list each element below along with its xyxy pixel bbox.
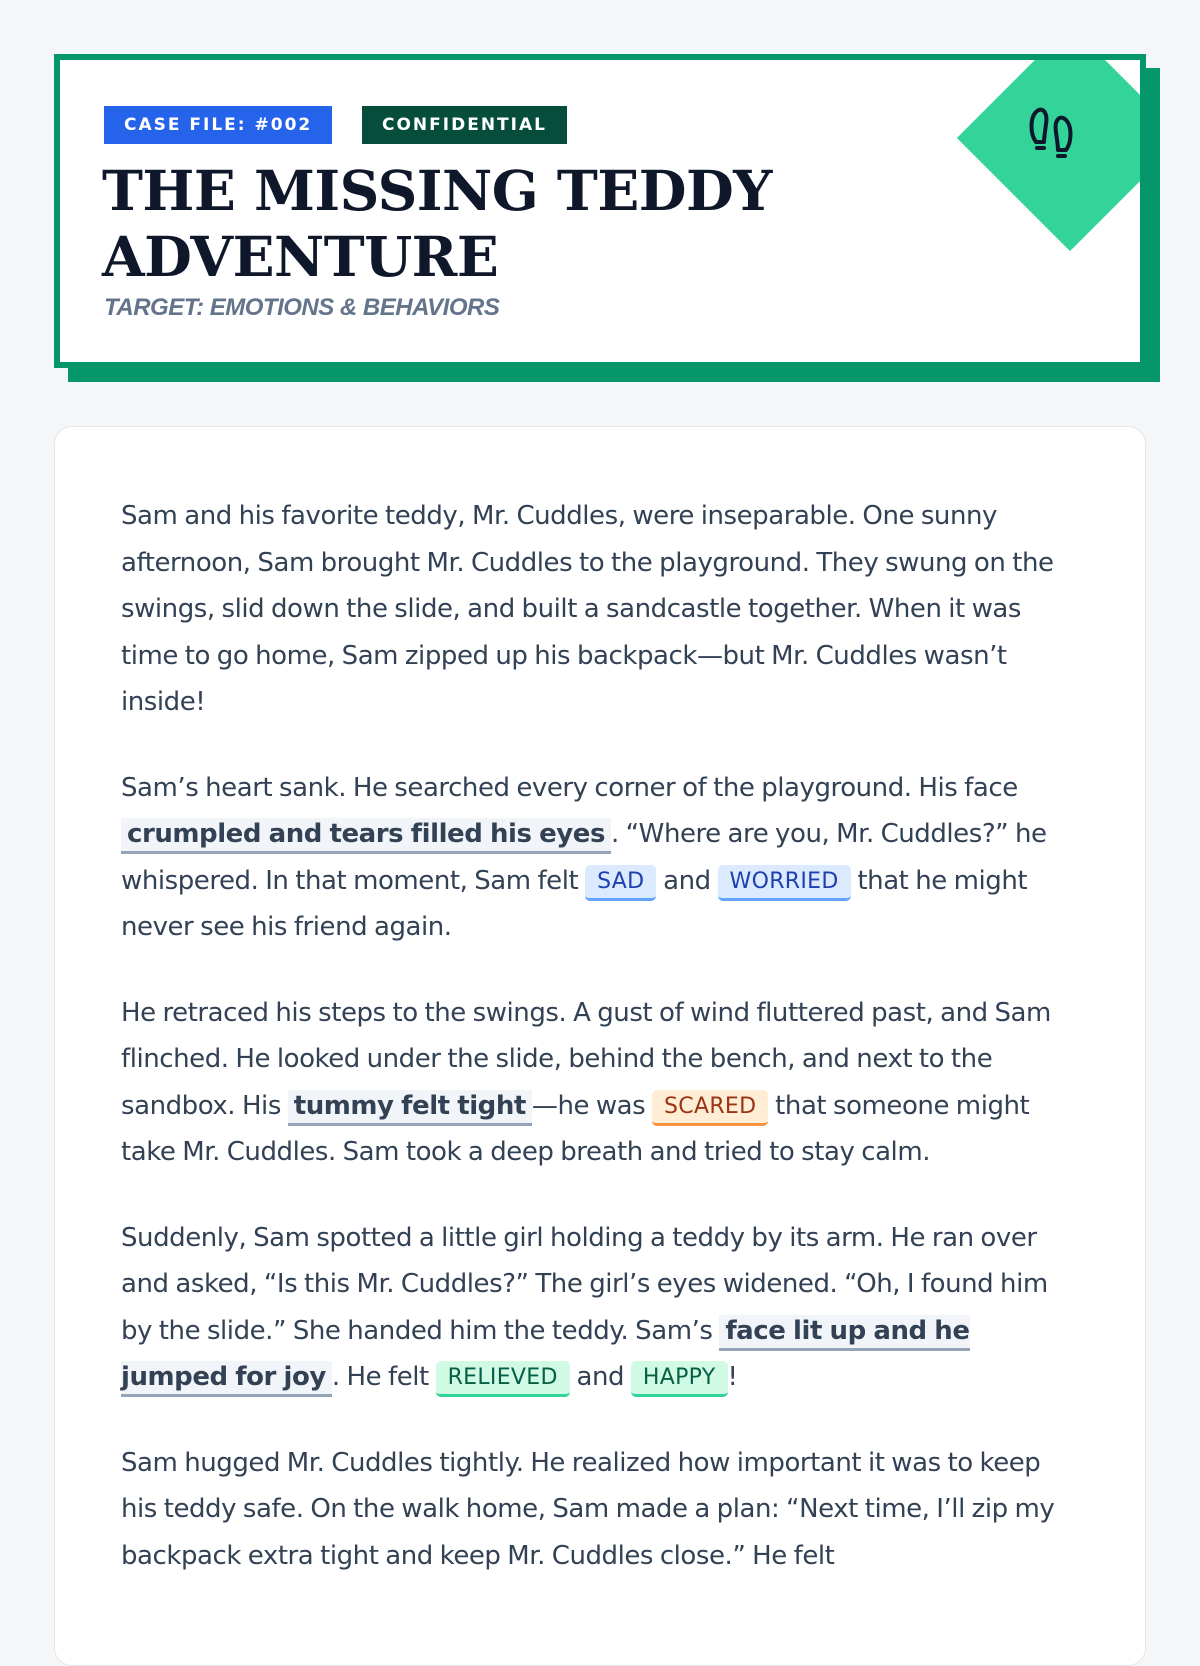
story-text: He retraced his steps to the swings. A gust of wind fluttered past, and Sam flinched. He looked under the slide, behind the bench, and next to the sandbox. His — [121, 997, 1051, 1121]
case-file-header — [54, 54, 1146, 368]
page-subtitle: TARGET: EMOTIONS & BEHAVIORS — [104, 294, 500, 321]
story-paragraph-1: Sam and his favorite teddy, Mr. Cuddles, were inseparable. One sunny afternoon, Sam brought Mr. Cuddles to the playground. They swung on the swings, slid down the slide, and built a sandcastle together. When it was time to go home, Sam zipped up his backpack—but Mr. Cuddles wasn’t inside! — [121, 501, 1054, 717]
story-text: and — [569, 1362, 631, 1392]
story-text: Suddenly, Sam spotted a little girl holding a teddy by its arm. He ran over and asked, “Is this Mr. Cuddles?” The girl’s eyes widened. “Oh, I found him by the slide.” She handed him the teddy. Sam’s — [121, 1222, 1048, 1346]
emotion-tag-scared: SCARED — [652, 1090, 768, 1126]
page-title: THE MISSING TEDDY ADVENTURE — [102, 158, 772, 289]
story-text: . He felt — [331, 1362, 436, 1392]
emotion-tag-worried: WORRIED — [718, 865, 851, 901]
story-paragraph-4 — [121, 1215, 1081, 1401]
story-paragraph-3 — [121, 990, 1081, 1176]
behavior-phrase: face lit up and he jumped for joy — [121, 1315, 970, 1398]
story-text: and — [656, 865, 718, 896]
story-card — [54, 426, 1146, 1666]
story-text: that he might never see his friend again. — [121, 865, 1028, 942]
emotion-tag-relieved: RELIEVED — [436, 1361, 570, 1397]
story-text: ! — [727, 1362, 738, 1392]
story-paragraph-2 — [121, 765, 1081, 951]
story-text: Sam’s heart sank. He searched every corner of the playground. His face — [121, 772, 1018, 803]
behavior-phrase: tummy felt tight — [288, 1090, 532, 1126]
emotion-tag-sad: SAD — [585, 865, 656, 901]
footprints-icon — [1026, 106, 1076, 160]
confidential-badge: CONFIDENTIAL — [362, 106, 567, 144]
emotion-tag-happy: HAPPY — [631, 1361, 728, 1397]
story-text: —he was — [531, 1090, 653, 1121]
story-paragraph-5: Sam hugged Mr. Cuddles tightly. He realized how important it was to keep his teddy safe. On the walk home, Sam made a plan: “Next time, I’ll zip my backpack extra tight and keep Mr. Cuddles close.” He felt — [121, 1447, 1055, 1571]
story-text: . “Where are you, Mr. Cuddles?” he whispered. In that moment, Sam felt — [121, 819, 1047, 896]
case-file-badge: CASE FILE: #002 — [104, 106, 332, 144]
story-text: that someone might take Mr. Cuddles. Sam took a deep breath and tried to stay calm. — [121, 1090, 1030, 1167]
behavior-phrase: crumpled and tears filled his eyes — [121, 818, 611, 854]
